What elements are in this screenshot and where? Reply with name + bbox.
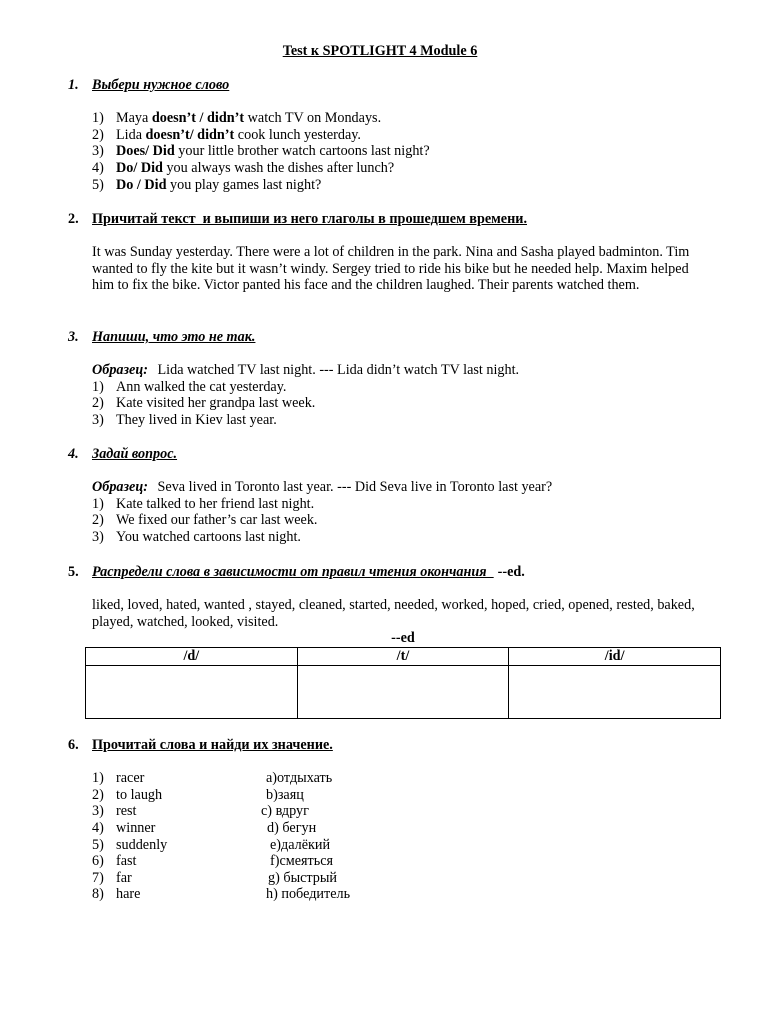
vocabulary-list xyxy=(92,770,728,903)
list-item xyxy=(92,837,728,854)
section-1-body xyxy=(92,110,728,193)
english-word: fast xyxy=(116,853,137,870)
section-2-body xyxy=(92,244,728,294)
list-item xyxy=(92,803,728,820)
section-2-heading xyxy=(68,211,728,228)
item-number: 2) xyxy=(92,512,104,529)
item-number: 4) xyxy=(92,159,104,176)
section-5 xyxy=(68,564,728,719)
item-text: We fixed our father’s car last week. xyxy=(116,512,318,529)
item-text-before: Lida xyxy=(116,126,146,143)
section-3 xyxy=(68,329,728,429)
list-item xyxy=(68,529,728,546)
english-word: rest xyxy=(116,803,137,820)
column-header-d: /d/ xyxy=(86,647,298,665)
item-number: 1) xyxy=(92,110,104,127)
english-word: hare xyxy=(116,886,141,903)
section-title: Напиши, что это не так. xyxy=(92,329,256,345)
list-item xyxy=(68,496,728,513)
sentence-list xyxy=(68,496,728,546)
list-item xyxy=(92,770,728,787)
section-suffix: --ed. xyxy=(497,564,525,580)
item-text: Kate talked to her friend last night. xyxy=(116,495,315,512)
item-text-after: you always wash the dishes after lunch? xyxy=(162,159,395,176)
russian-meaning: f)смеяться xyxy=(270,853,334,870)
section-1-heading xyxy=(68,77,728,94)
sample-label: Образец: xyxy=(92,479,148,496)
section-4 xyxy=(68,446,728,546)
item-number: 2) xyxy=(92,786,104,803)
section-number: 6. xyxy=(68,737,79,753)
sentence-list xyxy=(68,379,728,429)
item-text: You watched cartoons last night. xyxy=(116,528,301,545)
section-number: 3. xyxy=(68,329,79,345)
section-title: Выбери нужное слово xyxy=(92,77,230,93)
section-5-heading xyxy=(68,564,728,581)
list-item xyxy=(92,820,728,837)
english-word: racer xyxy=(116,770,145,787)
item-number: 5) xyxy=(92,836,104,853)
item-number: 7) xyxy=(92,869,104,886)
item-text: They lived in Kiev last year. xyxy=(116,411,277,428)
item-number: 1) xyxy=(92,378,104,395)
list-item xyxy=(92,870,728,887)
section-number: 5. xyxy=(68,564,79,580)
item-number: 3) xyxy=(92,803,104,820)
section-4-body xyxy=(92,479,728,545)
list-item xyxy=(92,143,728,160)
sample-text: Lida watched TV last night. --- Lida didn’t watch TV last night. xyxy=(157,362,520,379)
item-number: 8) xyxy=(92,886,104,903)
table-header-row xyxy=(86,647,721,665)
list-item xyxy=(92,177,728,194)
item-choice: Does/ Did xyxy=(116,143,175,160)
section-4-heading xyxy=(68,446,728,463)
list-item xyxy=(92,127,728,144)
list-item xyxy=(92,787,728,804)
section-title: Причитай текст и выпиши из него глаголы в прошедшем времени. xyxy=(92,211,527,227)
item-text-after: your little brother watch cartoons last night? xyxy=(174,143,430,160)
item-number: 2) xyxy=(92,126,104,143)
item-number: 3) xyxy=(92,411,104,428)
russian-meaning: d) бегун xyxy=(267,819,317,836)
item-choice: Do/ Did xyxy=(116,159,163,176)
english-word: to laugh xyxy=(116,786,163,803)
section-3-body xyxy=(92,362,728,428)
list-item xyxy=(92,110,728,127)
section-number: 4. xyxy=(68,446,79,462)
page-title: Test к SPOTLIGHT 4 Module 6 xyxy=(282,43,478,59)
column-header-t: /t/ xyxy=(297,647,509,665)
list-item xyxy=(68,512,728,529)
column-header-id: /id/ xyxy=(509,647,721,665)
section-number: 2. xyxy=(68,211,79,227)
section-number: 1. xyxy=(68,77,79,93)
table-row xyxy=(86,665,721,718)
english-word: winner xyxy=(116,819,156,836)
item-text-after: cook lunch yesterday. xyxy=(234,126,361,143)
section-6-heading xyxy=(68,737,728,754)
item-choice: doesn’t / didn’t xyxy=(151,110,245,127)
sample-line xyxy=(92,362,728,379)
list-item xyxy=(68,379,728,396)
english-word: far xyxy=(116,869,132,886)
sample-label: Образец: xyxy=(92,362,148,379)
list-item xyxy=(92,160,728,177)
list-item xyxy=(92,853,728,870)
answer-cell-id[interactable] xyxy=(509,665,721,718)
reading-text: It was Sunday yesterday. There were a lot of children in the park. Nina and Sasha played badminton. Tim wanted to fly the kite but it wasn’t windy. Sergey tried to ride his bike but he needed help. Maxim helped him to fix the bike. Victor panted his face and the children laughed. Their parents watched them. xyxy=(92,244,690,294)
list-item xyxy=(68,395,728,412)
english-word: suddenly xyxy=(116,836,168,853)
item-number: 1) xyxy=(92,770,104,787)
item-text-after: watch TV on Mondays. xyxy=(244,110,382,127)
item-text-before: Maya xyxy=(116,110,152,127)
item-number: 3) xyxy=(92,528,104,545)
item-number: 6) xyxy=(92,853,104,870)
ed-sort-table xyxy=(85,647,721,719)
item-number: 5) xyxy=(92,176,104,193)
answer-cell-d[interactable] xyxy=(86,665,298,718)
item-text: Kate visited her grandpa last week. xyxy=(116,395,316,412)
section-6 xyxy=(68,737,728,903)
item-text-after: you play games last night? xyxy=(166,176,322,193)
section-2 xyxy=(68,211,728,294)
list-item xyxy=(92,886,728,903)
russian-meaning: c) вдруг xyxy=(261,803,309,820)
russian-meaning: a)отдыхать xyxy=(266,770,333,787)
item-number: 1) xyxy=(92,495,104,512)
item-choice: doesn’t/ didn’t xyxy=(145,126,235,143)
section-6-body xyxy=(92,770,728,903)
section-title: Задай вопрос. xyxy=(92,446,178,462)
section-title: Распредели слова в зависимости от правил чтения окончания xyxy=(92,564,494,580)
answer-cell-t[interactable] xyxy=(297,665,509,718)
sample-line xyxy=(92,479,728,496)
item-number: 2) xyxy=(92,395,104,412)
section-1 xyxy=(68,77,728,193)
russian-meaning: b)заяц xyxy=(266,786,304,803)
section-3-heading xyxy=(68,329,728,346)
russian-meaning: h) победитель xyxy=(266,886,351,903)
section-5-body xyxy=(92,597,728,718)
word-list: liked, loved, hated, wanted , stayed, cleaned, started, needed, worked, hoped, cried, opened, rested, baked, played, watched, looked, visited. xyxy=(92,597,695,630)
item-number: 3) xyxy=(92,143,104,160)
russian-meaning: g) быстрый xyxy=(268,869,338,886)
item-number: 4) xyxy=(92,819,104,836)
sample-text: Seva lived in Toronto last year. --- Did Seva live in Toronto last year? xyxy=(157,479,553,496)
russian-meaning: e)далёкий xyxy=(270,836,331,853)
choice-list xyxy=(92,110,728,193)
section-title: Прочитай слова и найди их значение. xyxy=(92,737,333,753)
item-text: Ann walked the cat yesterday. xyxy=(116,378,287,395)
table-label: --ed xyxy=(391,630,415,647)
list-item xyxy=(68,412,728,429)
item-choice: Do / Did xyxy=(116,176,167,193)
